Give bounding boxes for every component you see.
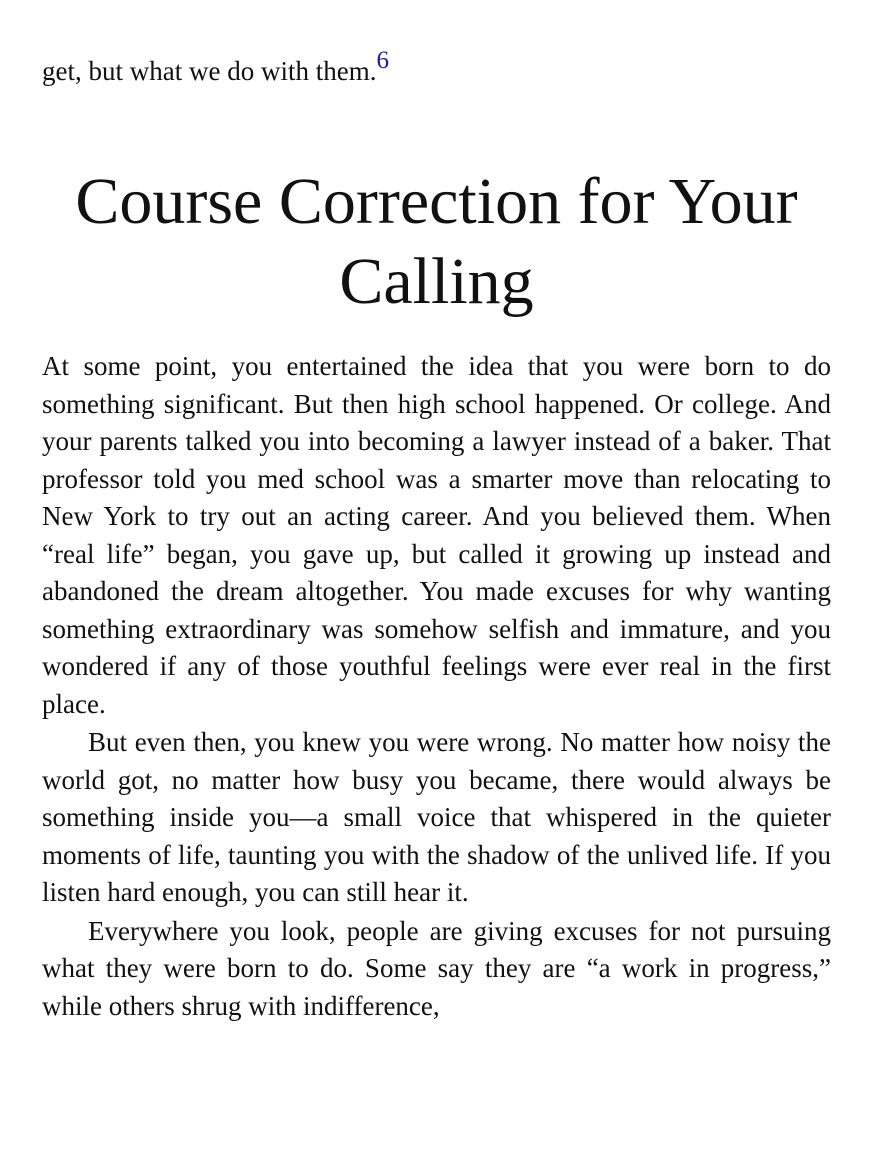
paragraph-1: At some point, you entertained the idea that you were born to do something significant. But then high school happened. Or college. And your parents talked you into becoming a lawyer instead of a baker. That professor told you med school was a smarter move than relocating to New York to try out an acting career. And you believed them. When “real life” began, you gave up, but called it growing up instead and abandoned the dream altogether. You made excuses for why wanting something extraordinary was somehow selfish and immature, and you wondered if any of those youthful feelings were ever real in the first place. [42, 351, 831, 719]
paragraph-2: But even then, you knew you were wrong. No matter how noisy the world got, no matter how busy you became, there would always be something inside you—a small voice that whispered in the quieter moments of life, taunting you with the shadow of the unlived life. If you listen hard enough, you can still hear it. [42, 727, 831, 907]
paragraph-3: Everywhere you look, people are giving excuses for not pursuing what they were born to do. Some say they are “a work in progress,” while others shrug with indifference, [42, 915, 831, 1021]
lead-text: get, but what we do with them. [42, 56, 377, 86]
book-page [42, 0, 831, 1025]
footnote-reference-link[interactable]: 6 [376, 47, 389, 74]
chapter-body [42, 348, 831, 1025]
chapter-title: Course Correction for Your Calling [75, 165, 798, 318]
previous-paragraph-end [42, 0, 831, 90]
